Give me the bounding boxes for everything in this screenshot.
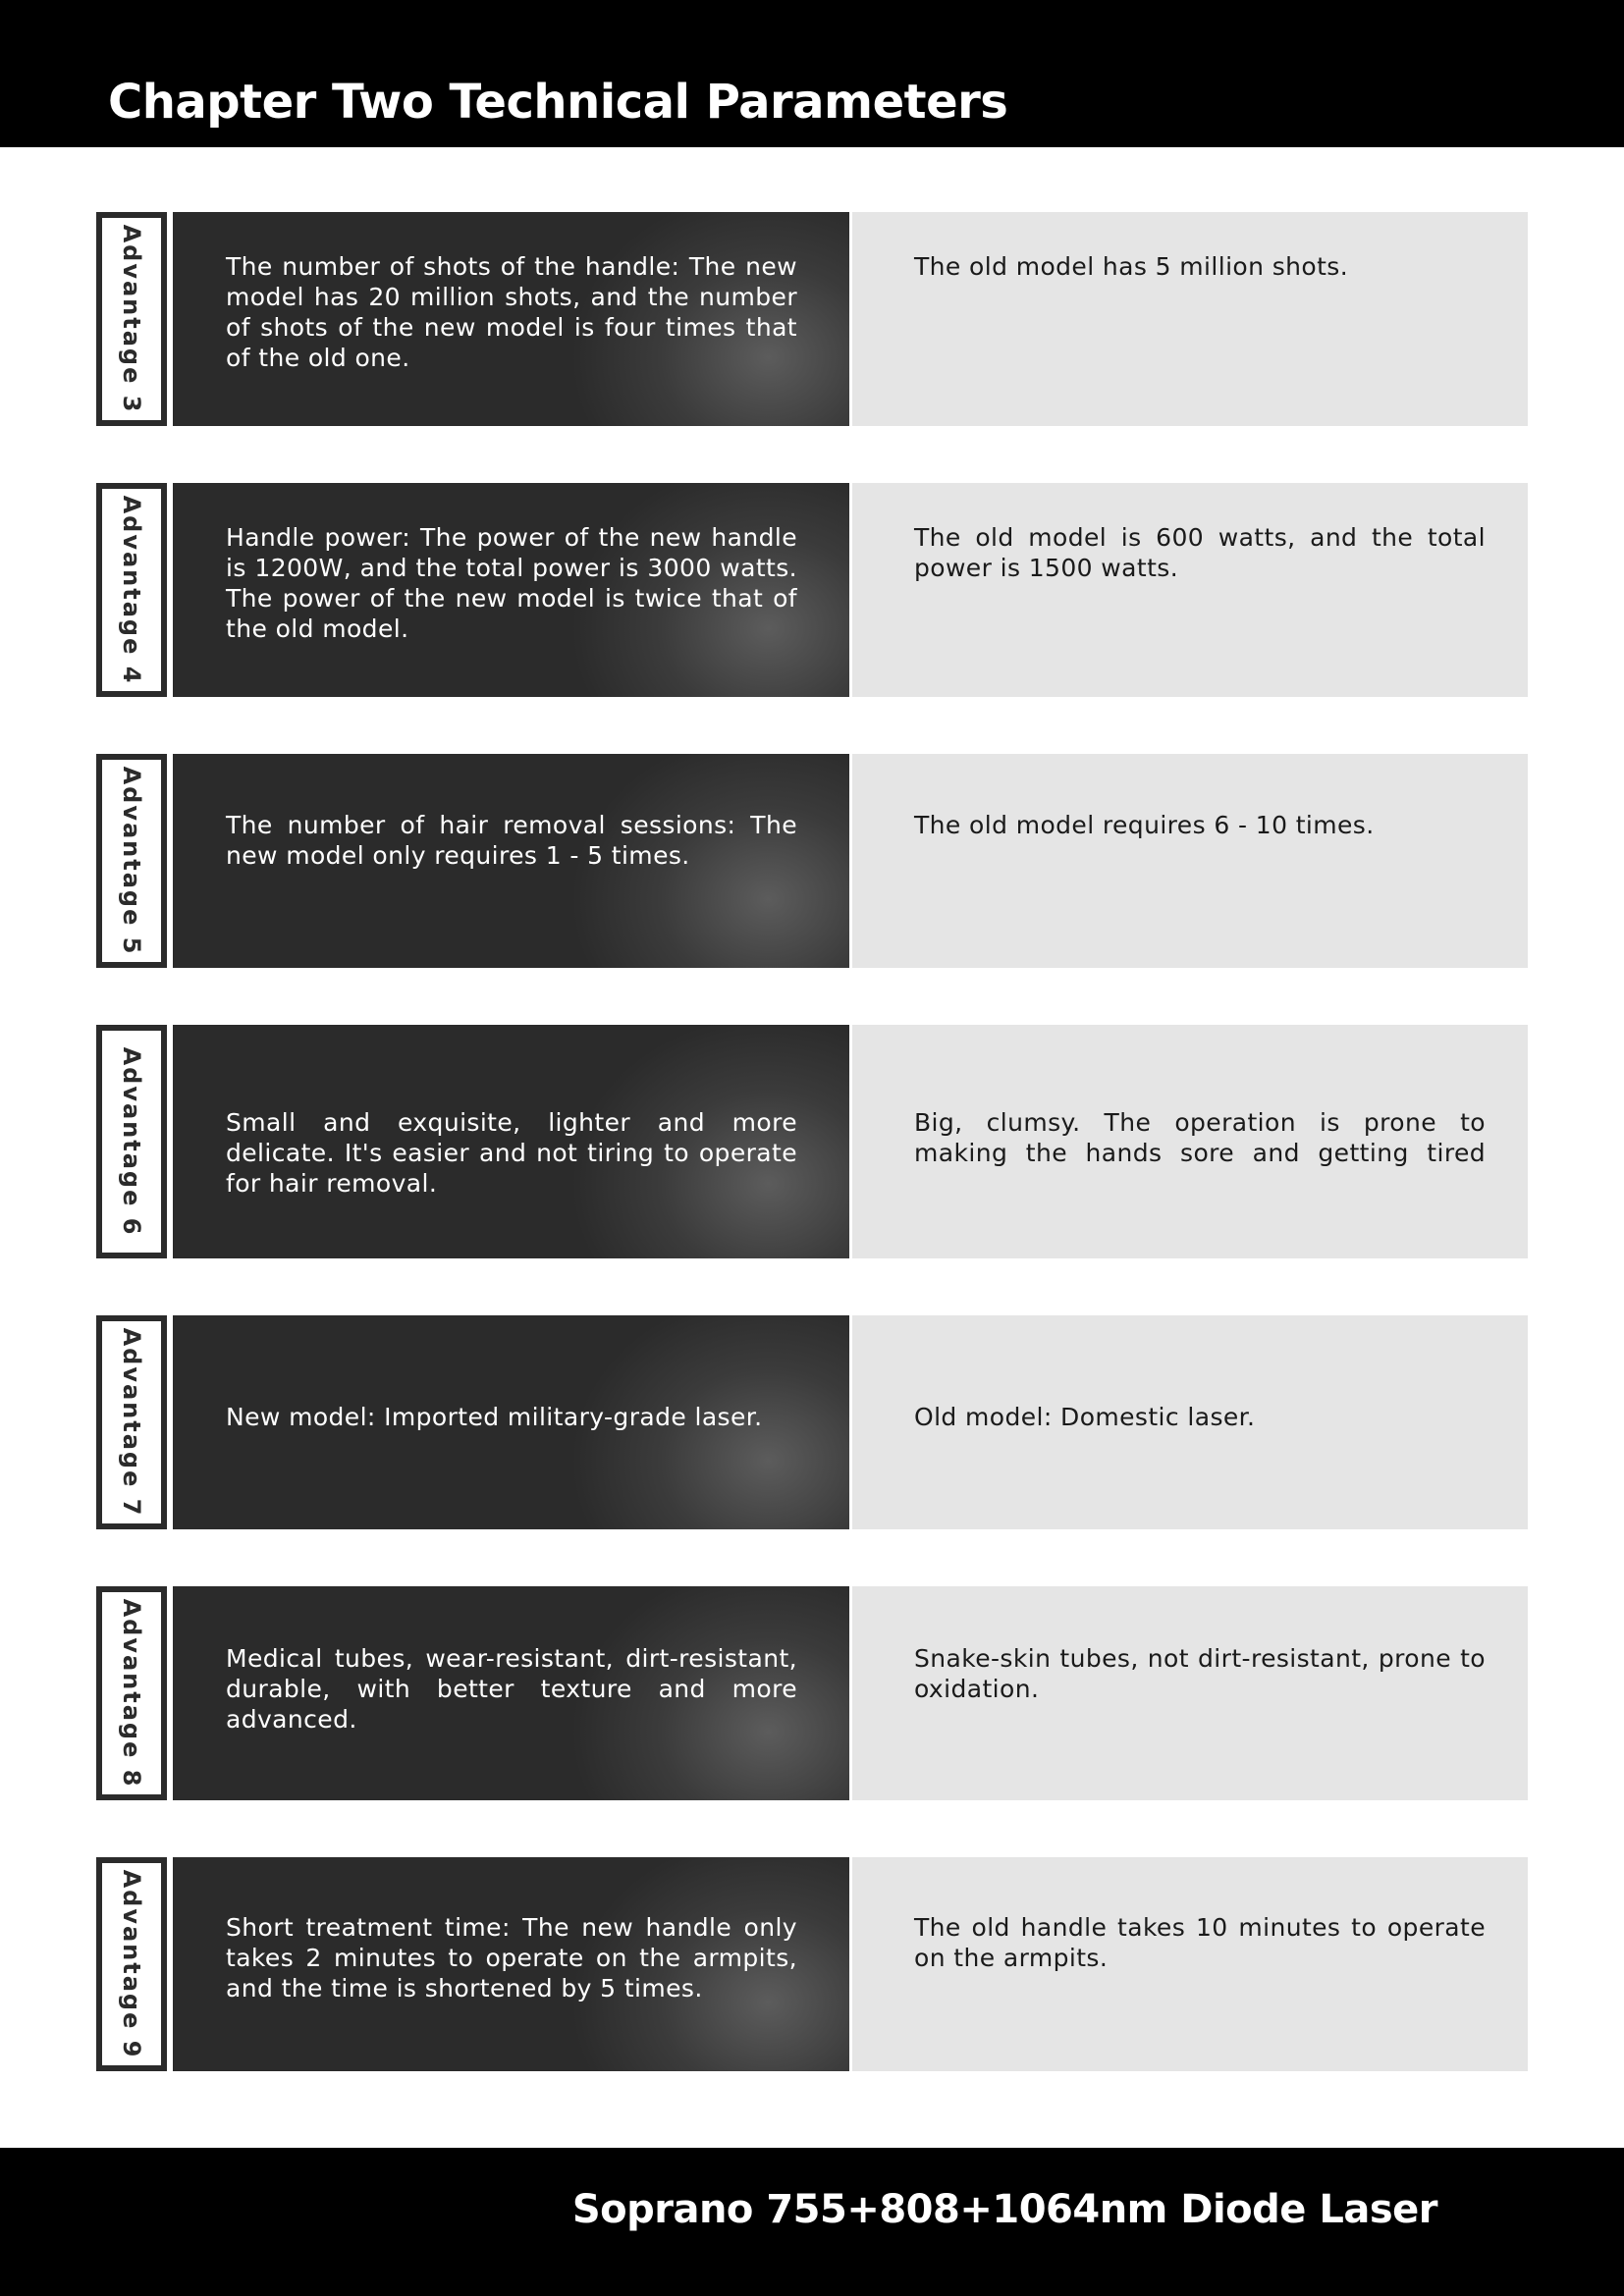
new-model-text: Short treatment time: The new handle only takes 2 minutes to operate on the armpits, and the time is shortened by 5 times.: [226, 1913, 797, 2002]
old-model-text: The old model is 600 watts, and the total power is 1500 watts.: [914, 523, 1486, 582]
new-model-text: The number of shots of the handle: The new model has 20 million shots, and the number of shots of the new model is four times that of the old one.: [226, 252, 797, 372]
advantage-label: Advantage 7: [118, 1327, 145, 1518]
advantage-label: Advantage 5: [118, 766, 145, 956]
advantage-tab: [96, 1315, 167, 1529]
page-title: Chapter Two Technical Parameters: [108, 75, 1008, 130]
old-model-text: The old model has 5 million shots.: [914, 252, 1349, 281]
footer-bar: [0, 2148, 1624, 2296]
advantage-tab: [96, 1025, 167, 1258]
header-bar: [0, 0, 1624, 147]
advantage-label: Advantage 8: [118, 1598, 145, 1789]
old-model-cell: [852, 483, 1528, 697]
old-model-text: Big, clumsy. The operation is prone to making the hands sore and getting tired: [914, 1108, 1486, 1167]
advantage-tab: [96, 1586, 167, 1800]
new-model-text: Handle power: The power of the new handle is 1200W, and the total power is 3000 watts. The power of the new model is twice that of the old model.: [226, 523, 797, 643]
old-model-text: The old model requires 6 - 10 times.: [914, 811, 1375, 839]
advantage-tab: [96, 1857, 167, 2071]
advantage-label: Advantage 4: [118, 495, 145, 685]
advantage-tab: [96, 754, 167, 968]
new-model-text: The number of hair removal sessions: The new model only requires 1 - 5 times.: [226, 811, 797, 870]
old-model-text: Old model: Domestic laser.: [914, 1403, 1256, 1431]
advantage-label: Advantage 9: [118, 1869, 145, 2059]
advantage-label: Advantage 6: [118, 1046, 145, 1237]
product-name: Soprano 755+808+1064nm Diode Laser: [571, 2187, 1437, 2232]
advantage-tab: [96, 212, 167, 426]
old-model-text: Snake-skin tubes, not dirt-resistant, prone to oxidation.: [914, 1644, 1486, 1703]
new-model-text: New model: Imported military-grade laser.: [226, 1403, 763, 1431]
advantage-label: Advantage 3: [118, 224, 145, 414]
new-model-text: Medical tubes, wear-resistant, dirt-resistant, durable, with better texture and more advanced.: [226, 1644, 797, 1734]
advantage-tab: [96, 483, 167, 697]
old-model-cell: [852, 754, 1528, 968]
old-model-text: The old handle takes 10 minutes to operate on the armpits.: [914, 1913, 1486, 1972]
old-model-cell: [852, 212, 1528, 426]
new-model-text: Small and exquisite, lighter and more delicate. It's easier and not tiring to operate for hair removal.: [226, 1108, 797, 1198]
